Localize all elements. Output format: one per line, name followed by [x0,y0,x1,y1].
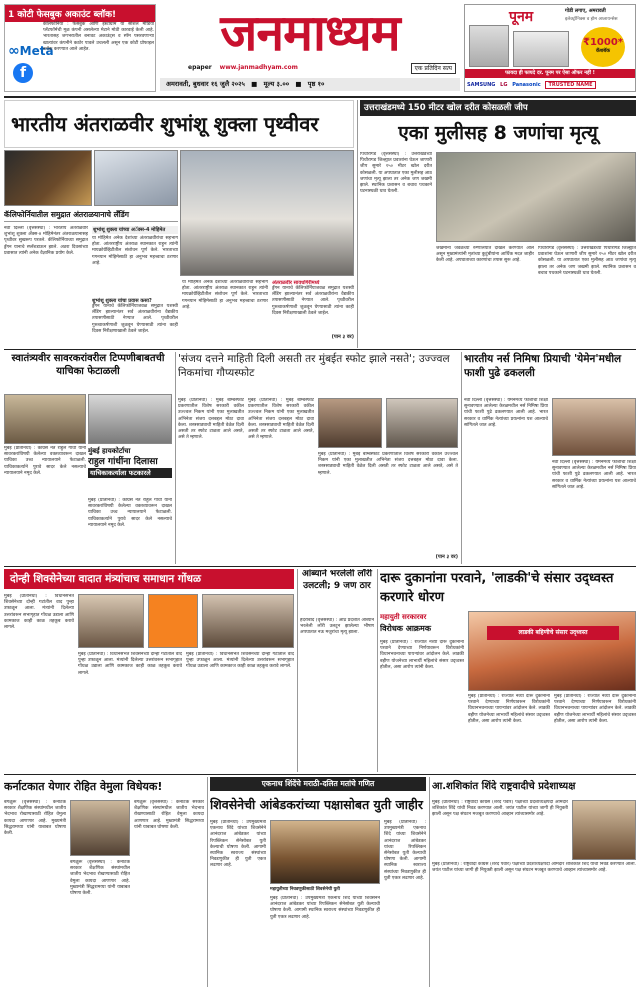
shivsena-body1: मुंबई (प्रतिनिधी) : विधानसभेत शिवसेनेच्या दोन्ही गटांतील वाद पुन्हा उफाळून आला. मंत्र्यांनी दिलेल्या उत्तरांवरून सभागृहात गोंधळ उडाला आणि कामकाज काही काळ तहकूब करावे लागले. [4,594,74,631]
nikam-body3: मुंबई (प्रतिनिधी) : मुंबई बॉम्बस्फोट प्रकरणातील विशेष सरकारी वकील उज्ज्वल निकम यांनी एका मुलाखतीत अभिनेता संजय दत्तबद्दल मोठा दावा केला. शस्त्रसाठ्याची माहिती वेळेत दिली असती तर स्फोट टाळता आले असते, असे ते म्हणाले. [318,452,458,476]
shivsena-headline: दोन्ही शिवसेनेच्या वादात मंत्र्यांचाच समाधान गोंधळ [4,569,294,589]
nurse-headline: भारतीय नर्स निमिषा प्रियाची 'येमेन'मधील फाशी पुढे ढकलली [464,353,622,379]
savarkar-body: मुंबई (प्रतिनिधी) : काँग्रेस नेते राहुल गांधी यांनी सावरकरांविषयी केलेल्या वक्तव्यावरून दाखल याचिका उच्च न्यायालयाने फेटाळली. याचिकाकर्त्याने पुरावे सादर केले नसल्याचे न्यायालयाने नमूद केले. [4,446,86,476]
nurse-body: नवी दिल्ली (वृत्तसंस्था) : येमेनमध्ये फाशीची शिक्षा सुनावण्यात आलेल्या केरळमधील नर्स निमिषा प्रिया यांची फाशी पुढे ढकलण्यात आली आहे. भारत सरकार व धार्मिक नेत्यांच्या प्रयत्नांना यश आल्याचे सांगितले जात आहे. [464,398,548,428]
nikam-body1: मुंबई (प्रतिनिधी) : मुंबई बॉम्बस्फोट प्रकरणातील विशेष सरकारी वकील उज्ज्वल निकम यांनी एका मुलाखतीत अभिनेता संजय दत्तबद्दल मोठा दावा केला. शस्त्रसाठ्याची माहिती वेळेत दिली असती तर स्फोट टाळता आले असते, असे ते म्हणाले. [178,398,244,441]
meta-logo: ∞Meta [8,43,54,59]
nikam-more: (पान ३ वर) [435,554,458,560]
lead-inset: अंतराळवीर सावधगिरीमध्ये ड्रॅगन यानाचे कॅलिफोर्नियाजवळ समुद्रात यशस्वी लँडिंग झाल्यानंतर सर्व अंतराळवीरांना वैद्यकीय तपासणीसाठी नेण्यात आले. पृथ्वीवरील गुरुत्वाकर्षणाशी जुळवून घेण्यासाठी त्यांना काही दिवस निरीक्षणाखाली ठेवले जाईल. (पान ३ वर) [272,280,354,340]
shashikant-shinde-photo [572,800,636,860]
lead-body-col3: या मोहिमेत अनेक देशांच्या अंतराळवीरांचा सहभाग होता. आंतरराष्ट्रीय अंतराळ स्थानकात राहून त्यांनी मायक्रोग्रॅव्हिटीतील संशोधन पूर्ण केले. भारताच्या गगनयान मोहिमेसाठी हा अनुभव महत्त्वाचा ठरणार आहे. [182,280,268,310]
ad-right [464,4,636,92]
uddhav-thackeray-photo [202,594,294,648]
shivsena-body2: मुंबई (प्रतिनिधी) : विधानसभेत शिवसेनेच्या दोन्ही गटांतील वाद पुन्हा उफाळून आला. मंत्र्यांनी दिलेल्या उत्तरांवरून सभागृहात गोंधळ उडाला आणि कामकाज काही काळ तहकूब करावे लागले. [78,652,182,676]
savarkar-headline: स्वातंत्र्यवीर सावरकरांवरील टिप्पणीबाबतची याचिका फेटाळली [11,353,165,377]
savarkar-body2: मुंबई (प्रतिनिधी) : काँग्रेस नेते राहुल गांधी यांनी सावरकरांविषयी केलेल्या वक्तव्यावरून दाखल याचिका उच्च न्यायालयाने फेटाळली. याचिकाकर्त्याने पुरावे सादर केले नसल्याचे न्यायालयाने नमूद केले. [88,498,172,528]
ad-left-headline: 1 कोटी फेसबुक अकाउंट ब्लॉक! [5,5,155,22]
uttarakhand-kicker: उत्तराखंडमध्ये 150 मीटर खोल दरीत कोसळली जीप [360,100,636,116]
shinde-body2: मुंबई (प्रतिनिधी) : उपमुख्यमंत्री एकनाथ शिंदे यांच्या शिवसेनेने आनंदराज आंबेडकर यांच्या रिपब्लिकन सेनेसोबत युती केल्याची घोषणा केली. आगामी स्थानिक स्वराज्य संस्थांच्या निवडणुकीत ही युती एकत्र लढणार आहे. [270,896,380,920]
offer-circle: ₹1000* कॅशबॅक [581,27,625,67]
alliance-photo-caption: महायुतीच्या निवडणुकीसाठी शिवसेनेची युती [270,887,340,892]
epaper-label: epaper [188,64,212,71]
liquor-body3: मुंबई (प्रतिनिधी) : राज्यात नव्या दारू दुकानांना परवाने देण्याच्या निर्णयावरून विरोधकांनी विधानभवनाच्या पायऱ्यांवर आंदोलन केले. लाडकी बहीण योजनेच्या लाभार्थी महिलांचे संसार उद्ध्वस्त होतील, असा आरोप त्यांनी केला. [554,694,636,724]
lead-headline: भारतीय अंतराळवीर शुभांशू शुक्ला पृथ्वीवर [11,112,319,136]
lead-headline-bar [4,100,354,148]
karnataka-body2: बंगळुरू (वृत्तसंस्था) : कर्नाटक सरकार शैक्षणिक संस्थांमधील जातीय भेदभाव रोखण्यासाठी रोहित वेमुला कायदा आणणार आहे. मुख्यमंत्री सिद्धरामय्या यांनी याबाबत घोषणा केली. [70,860,130,897]
lorry-headline: आंब्याने भरलेली लॉरी उलटली; 9 जण ठार [301,569,372,591]
city-date: अमरावती, बुधवार १६ जुलै २०२५ [166,80,245,88]
ad-right-sub: गोडी लगाए, अमरावती [565,8,606,14]
capsule-photo [4,150,92,206]
karnataka-headline: कर्नाटकात येणार रोहित वेमुला विधेयक! [4,780,163,793]
shashikant-headline: आ.शशिकांत शिंदे राष्ट्रवादीचे प्रदेशाध्यक्ष [432,781,576,792]
shinde-headline: शिवसेनेची आंबेडकरांच्या पक्षासोबत युती जाहीर [210,797,424,812]
astronaut-spacesuit-photo [180,150,354,276]
uttarakhand-body3: पिथौरागड (वृत्तसंस्था) : उत्तराखंडच्या पिथौरागड जिल्ह्यात प्रवाशांना घेऊन जाणारी जीप सुमारे १५० मीटर खोल दरीत कोसळली. या अपघातात एका मुलीसह आठ जणांचा मृत्यू झाला तर अनेक जण जखमी झाले. स्थानिक प्रशासन व बचाव पथकाने घटनास्थळी धाव घेतली. [538,246,636,276]
accident-jeep-photo [436,152,636,242]
rahul-gandhi-photo [88,394,172,444]
facebook-icon: f [13,63,33,83]
ad-left [4,4,156,92]
website-url[interactable]: www.janmadhyam.com [219,64,298,71]
ad-right-tagline: इलेक्ट्रॉनिक्स व होम अप्लायन्सेस [565,17,618,22]
shinde-kicker: एकनाथ शिंदेंचे मराठी-दलित मतांचे गणित [210,777,426,791]
masthead-title: जनमाध्यम [220,4,400,62]
shashikant-body2: मुंबई (प्रतिनिधी) : राष्ट्रवादी काँग्रेस (शरद पवार) पक्षाच्या प्रदेशाध्यक्षपदी आमदार शशिकांत शिंदे यांची निवड करण्यात आली. जयंत पाटील यांच्या जागी ही नियुक्ती झाली असून पक्ष संघटन मजबूत करण्याचे आव्हान त्यांच्यासमोर आहे. [432,862,636,874]
appliance-image [469,25,509,67]
ad-right-brand: पूनम [509,9,534,25]
protest-banner: लाडकी बहिणीचे संसार उद्ध्वस्त [487,626,619,640]
shivsena-logo [148,594,198,648]
eknath-shinde-photo [78,594,144,648]
nikam-body2: मुंबई (प्रतिनिधी) : मुंबई बॉम्बस्फोट प्रकरणातील विशेष सरकारी वकील उज्ज्वल निकम यांनी एका मुलाखतीत अभिनेता संजय दत्तबद्दल मोठा दावा केला. शस्त्रसाठ्याची माहिती वेळेत दिली असती तर स्फोट टाळता आले असते, असे ते म्हणाले. [248,398,314,441]
tagline: एक प्रतिदिन सत्य [411,63,456,74]
liquor-headline: दारू दुकानांना परवाने, 'लाडकी'चे संसार उद्ध्वस्त करणारे धोरण [380,571,614,605]
nurse-body2: नवी दिल्ली (वृत्तसंस्था) : येमेनमध्ये फाशीची शिक्षा सुनावण्यात आलेल्या केरळमधील नर्स निमिषा प्रिया यांची फाशी पुढे ढकलण्यात आली आहे. भारत सरकार व धार्मिक नेत्यांच्या प्रयत्नांना यश आल्याचे सांगितले जात आहे. [552,460,636,490]
astronaut-photo [94,150,178,206]
alliance-photo [270,820,380,884]
uttarakhand-headline: एका मुलीसह 8 जणांचा मृत्यू [398,122,598,144]
uttarakhand-body2: जखमींना जवळच्या रुग्णालयात दाखल करण्यात आले असून मुख्यमंत्र्यांनी मृतांच्या कुटुंबीयांना आर्थिक मदत जाहीर केली आहे. अपघाताच्या कारणांचा तपास सुरू आहे. [436,246,534,264]
karnataka-body3: बंगळुरू (वृत्तसंस्था) : कर्नाटक सरकार शैक्षणिक संस्थांमधील जातीय भेदभाव रोखण्यासाठी रोहित वेमुला कायदा आणणार आहे. मुख्यमंत्री सिद्धरामय्या यांनी याबाबत घोषणा केली. [134,800,204,830]
sanjay-dutt-photo [318,398,382,448]
lead-box: शुभांशू शुक्ला यांच्या अॅक्स-4 मोहिमेत या मोहिमेत अनेक देशांच्या अंतराळवीरांचा सहभाग होता. आंतरराष्ट्रीय अंतराळ स्थानकात राहून त्यांनी मायक्रोग्रॅव्हिटीतील संशोधन पूर्ण केले. भारताच्या गगनयान मोहिमेसाठी हा अनुभव महत्त्वाचा ठरणार आहे. शुभांशू शुक्ला यांचा प्रवास कसा? ड्रॅगन यानाचे कॅलिफोर्नियाजवळ समुद्रात यशस्वी लँडिंग झाल्यानंतर सर्व अंतराळवीरांना वैद्यकीय तपासणीसाठी नेण्यात आले. पृथ्वीवरील गुरुत्वाकर्षणाशी जुळवून घेण्यासाठी त्यांना काही दिवस निरीक्षणाखाली ठेवले जाईल. [92,227,178,334]
rohith-vemula-photo [70,800,130,856]
shivsena-body3: मुंबई (प्रतिनिधी) : विधानसभेत शिवसेनेच्या दोन्ही गटांतील वाद पुन्हा उफाळून आला. मंत्र्यांनी दिलेल्या उत्तरांवरून सभागृहात गोंधळ उडाला आणि कामकाज काही काळ तहकूब करावे लागले. [186,652,294,670]
lead-subhead: कॅलिफोर्नियातील समुद्रात अंतराळयानाचे लँडिंग [4,208,178,222]
liquor-body1: मुंबई (प्रतिनिधी) : राज्यात नव्या दारू दुकानांना परवाने देण्याच्या निर्णयावरून विरोधकांनी विधानभवनाच्या पायऱ्यांवर आंदोलन केले. लाडकी बहीण योजनेच्या लाभार्थी महिलांचे संसार उद्ध्वस्त होतील, असा आरोप त्यांनी केला. [380,640,464,670]
protest-photo [468,611,636,691]
appliance-image [513,31,569,67]
nikam-headline: 'संजय दत्तने माहिती दिली असती तर मुंबईत स्फोट झाले नसते'; उज्ज्वल निकमांचा गौप्यस्फोट [178,353,450,379]
lorry-body: हैदराबाद (वृत्तसंस्था) : आंध्र प्रदेशात आंब्याने भरलेली लॉरी उलटून झालेल्या भीषण अपघातात नऊ मजुरांचा मृत्यू झाला. [300,618,374,636]
savarkar-photo [4,394,86,444]
shashikant-body1: मुंबई (प्रतिनिधी) : राष्ट्रवादी काँग्रेस (शरद पवार) पक्षाच्या प्रदेशाध्यक्षपदी आमदार शशिकांत शिंदे यांची निवड करण्यात आली. जयंत पाटील यांच्या जागी ही नियुक्ती झाली असून पक्ष संघटन मजबूत करण्याचे आव्हान त्यांच्यासमोर आहे. [432,800,568,818]
savarkar-subheads: मुंबई हायकोर्टाचा राहुल गांधींना दिलासा याचिकाकर्त्याला फटकारले [88,446,172,496]
liquor-subhead: महायुती सरकारवर विरोधक आक्रमक [380,613,431,633]
uttarakhand-body: पिथौरागड (वृत्तसंस्था) : उत्तराखंडच्या पिथौरागड जिल्ह्यात प्रवाशांना घेऊन जाणारी जीप सुमारे १५० मीटर खोल दरीत कोसळली. या अपघातात एका मुलीसह आठ जणांचा मृत्यू झाला तर अनेक जण जखमी झाले. स्थानिक प्रशासन व बचाव पथकाने घटनास्थळी धाव घेतली. [360,152,432,195]
page-count: पृष्ठ १० [307,80,325,88]
masthead [160,2,460,94]
karnataka-body1: बंगळुरू (वृत्तसंस्था) : कर्नाटक सरकार शैक्षणिक संस्थांमधील जातीय भेदभाव रोखण्यासाठी रोहित वेमुला कायदा आणणार आहे. मुख्यमंत्री सिद्धरामय्या यांनी याबाबत घोषणा केली. [4,800,66,837]
liquor-body2: मुंबई (प्रतिनिधी) : राज्यात नव्या दारू दुकानांना परवाने देण्याच्या निर्णयावरून विरोधकांनी विधानभवनाच्या पायऱ्यांवर आंदोलन केले. लाडकी बहीण योजनेच्या लाभार्थी महिलांचे संसार उद्ध्वस्त होतील, असा आरोप त्यांनी केला. [468,694,550,724]
dateline-bar: अमरावती, बुधवार १६ जुलै २०२५ ■ मूल्य ३.०० ■ पृष्ठ १० [160,78,460,91]
ad-right-logos: SAMSUNG LG Panasonic TRUSTED NAME [467,80,633,91]
ad-left-body: कॅलिफोर्निया : फेसबुक आणि इंस्टाग्राम या सोशल मीडिया प्लॅटफॉर्मची मूळ कंपनी असलेल्या मेटाने मोठी कारवाई केली आहे. भारतासह जगभरातील बनावट अकाउंट्स व स्पॅम पसरवणाऱ्या खात्यांवर कंपनीने कठोर पावले उचलली असून एक कोटी प्रोफाइल ब्लॉक करण्यात आले आहेत. [43,22,154,52]
nimisha-priya-photo [552,398,636,456]
ad-right-strip: फायदा ही फायदे दर. पूनम पर ऐसा ऑफर नहीं ! [465,69,635,78]
shinde-body3: मुंबई (प्रतिनिधी) : उपमुख्यमंत्री एकनाथ शिंदे यांच्या शिवसेनेने आनंदराज आंबेडकर यांच्या रिपब्लिकन सेनेसोबत युती केल्याची घोषणा केली. आगामी स्थानिक स्वराज्य संस्थांच्या निवडणुकीत ही युती एकत्र लढणार आहे. [384,820,426,881]
masthead-info-strip [160,62,460,74]
ujjwal-nikam-photo [386,398,458,448]
price: मूल्य ३.०० [263,80,290,88]
shinde-body1: मुंबई (प्रतिनिधी) : उपमुख्यमंत्री एकनाथ शिंदे यांच्या शिवसेनेने आनंदराज आंबेडकर यांच्या रिपब्लिकन सेनेसोबत युती केल्याची घोषणा केली. आगामी स्थानिक स्वराज्य संस्थांच्या निवडणुकीत ही युती एकत्र लढणार आहे. [210,820,266,869]
lead-body-col1: नवी दिल्ली (वृत्तसंस्था) : भारतीय अंतराळवीर शुभांशू शुक्ला अ‍ॅक्स-४ मोहिमेनंतर अंतराळयानासह पृथ्वीवर सुखरूप परतले. कॅलिफोर्नियाच्या समुद्रात ड्रॅगन यानाचे स्प्लॅशडाऊन झाले. अठरा दिवसांच्या प्रवासात त्यांनी अनेक वैज्ञानिक प्रयोग केले. [4,226,88,256]
